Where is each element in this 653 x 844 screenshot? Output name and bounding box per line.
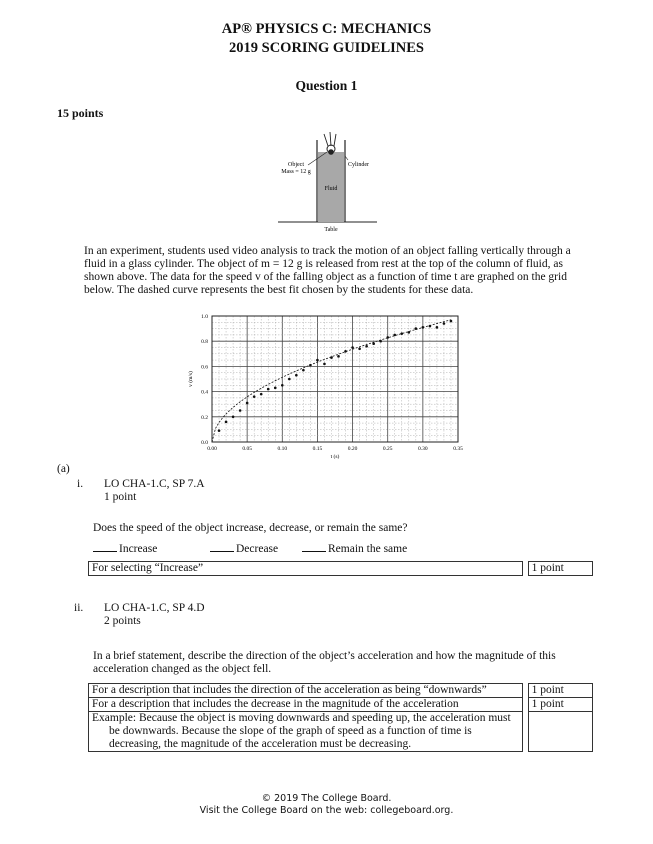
part-a-label: (a) bbox=[57, 463, 70, 475]
y-tick-label: 0.4 bbox=[201, 389, 208, 396]
page-footer bbox=[0, 793, 653, 817]
y-tick-label: 1.0 bbox=[201, 314, 208, 320]
data-point bbox=[274, 387, 277, 390]
data-point bbox=[337, 355, 340, 358]
y-tick-label: 0.8 bbox=[201, 339, 208, 346]
rubric-empty-cell bbox=[528, 712, 592, 752]
data-point bbox=[415, 327, 418, 330]
data-point bbox=[225, 421, 228, 424]
rubric-criterion: For a description that includes the decrease in the magnitude of the acceleration bbox=[89, 698, 523, 712]
y-axis-label: v (m/s) bbox=[188, 371, 194, 387]
table-label: Table bbox=[324, 227, 338, 232]
data-points bbox=[218, 320, 453, 432]
data-point bbox=[372, 342, 375, 345]
y-tick-label: 0.6 bbox=[201, 364, 208, 371]
rubric-table-a-i bbox=[88, 561, 593, 576]
data-point bbox=[253, 395, 256, 398]
fluid-label: Fluid bbox=[324, 186, 338, 192]
speed-time-graph bbox=[170, 308, 470, 470]
data-point bbox=[218, 429, 221, 432]
data-point bbox=[232, 416, 235, 419]
data-point bbox=[344, 350, 347, 353]
x-tick-label: 0.25 bbox=[382, 446, 393, 452]
rubric-points: 1 point bbox=[528, 562, 592, 576]
data-point bbox=[260, 393, 263, 396]
x-tick-label: 0.30 bbox=[418, 446, 428, 452]
rubric-row bbox=[89, 562, 593, 576]
object-ball bbox=[328, 149, 334, 155]
part-a-i-heading bbox=[104, 478, 205, 504]
data-point bbox=[351, 346, 354, 349]
y-tick-label: 0.2 bbox=[201, 414, 208, 421]
rubric-row bbox=[89, 698, 593, 712]
part-a-i-question: Does the speed of the object increase, decrease, or remain the same? bbox=[93, 522, 408, 534]
part-a-ii-lo: LO CHA-1.C, SP 4.D bbox=[104, 602, 205, 614]
data-point bbox=[386, 336, 389, 339]
x-tick-label: 0.10 bbox=[277, 446, 288, 452]
data-point bbox=[365, 345, 368, 348]
option-increase[interactable]: Increase bbox=[93, 542, 210, 556]
example-text: Because the object is moving downwards and speeding up, the acceleration must be downwards. Because the slope of the graph of speed as a function of time is decreasing, the magnitude of the acceleration must be decreasing. bbox=[109, 712, 511, 750]
data-point bbox=[400, 332, 403, 335]
mass-label: Mass = 12 g bbox=[281, 169, 311, 175]
part-a-ii-question: In a brief statement, describe the direction of the object’s acceleration and how the magnitude of this acceleration changed as the object fell. bbox=[93, 650, 556, 675]
x-tick-label: 0.15 bbox=[312, 446, 323, 452]
data-point bbox=[323, 363, 326, 366]
rubric-points: 1 point bbox=[528, 684, 592, 698]
data-point bbox=[288, 378, 291, 381]
part-a-ii-points: 2 points bbox=[104, 615, 141, 627]
header-subtitle: 2019 SCORING GUIDELINES bbox=[229, 40, 424, 56]
rubric-criterion: For selecting “Increase” bbox=[89, 562, 523, 576]
data-point bbox=[393, 334, 396, 337]
part-a-i-points: 1 point bbox=[104, 491, 137, 503]
y-tick-label: 0.0 bbox=[201, 440, 208, 446]
data-point bbox=[429, 325, 432, 328]
option-decrease[interactable]: Decrease bbox=[210, 542, 302, 556]
tick-labels bbox=[187, 314, 463, 460]
data-point bbox=[379, 340, 382, 343]
data-point bbox=[358, 347, 361, 350]
data-point bbox=[408, 331, 411, 334]
question-title: Question 1 bbox=[295, 78, 358, 93]
data-point bbox=[302, 369, 305, 372]
data-point bbox=[443, 322, 446, 325]
x-tick-label: 0.35 bbox=[453, 446, 463, 452]
total-points: 15 points bbox=[57, 106, 104, 120]
graph-grid bbox=[212, 316, 458, 442]
data-point bbox=[239, 409, 242, 412]
rubric-criterion: For a description that includes the direction of the acceleration as being “downwards” bbox=[89, 684, 523, 698]
rubric-points: 1 point bbox=[528, 698, 592, 712]
rubric-row bbox=[89, 684, 593, 698]
x-axis-label: t (s) bbox=[330, 454, 340, 460]
x-tick-label: 0.20 bbox=[347, 446, 358, 452]
part-a-i-lo: LO CHA-1.C, SP 7.A bbox=[104, 478, 205, 490]
footer-website: Visit the College Board on the web: collegeboard.org. bbox=[199, 805, 454, 816]
data-point bbox=[450, 320, 453, 323]
data-point bbox=[267, 388, 270, 391]
cylinder-label: Cylinder bbox=[348, 162, 369, 168]
rubric-example-row bbox=[89, 712, 593, 752]
data-point bbox=[246, 402, 249, 405]
data-point bbox=[309, 364, 312, 367]
apparatus-diagram bbox=[262, 132, 382, 232]
answer-options bbox=[93, 542, 513, 556]
header-title: AP® PHYSICS C: MECHANICS bbox=[221, 21, 432, 37]
data-point bbox=[316, 359, 319, 362]
page-header bbox=[0, 20, 653, 58]
footer-copyright: © 2019 The College Board. bbox=[261, 793, 392, 804]
rubric-example bbox=[89, 712, 523, 752]
data-point bbox=[281, 384, 284, 387]
intro-paragraph: In an experiment, students used video analysis to track the motion of an object falling vertically through a fluid in a glass cylinder. The object of m = 12 g is released from rest at the top of the column of fluid, as shown above. The data for the speed v of the falling object as a function of time t are graphed on the grid below. The dashed curve represents the best fit chosen by the students for these data. bbox=[84, 245, 571, 296]
part-a-ii-numeral: ii. bbox=[74, 602, 84, 614]
data-point bbox=[295, 374, 298, 377]
part-a-i-numeral: i. bbox=[77, 478, 84, 490]
part-a-ii-heading bbox=[104, 602, 205, 628]
object-label: Object bbox=[288, 162, 304, 168]
rubric-table-a-ii bbox=[88, 683, 593, 752]
option-remain-same[interactable]: Remain the same bbox=[302, 542, 407, 556]
data-point bbox=[330, 356, 333, 359]
data-point bbox=[436, 326, 439, 329]
x-tick-label: 0.05 bbox=[242, 446, 252, 452]
data-point bbox=[422, 326, 425, 329]
example-lead: Example: bbox=[92, 712, 137, 724]
x-tick-label: 0.00 bbox=[207, 446, 217, 452]
